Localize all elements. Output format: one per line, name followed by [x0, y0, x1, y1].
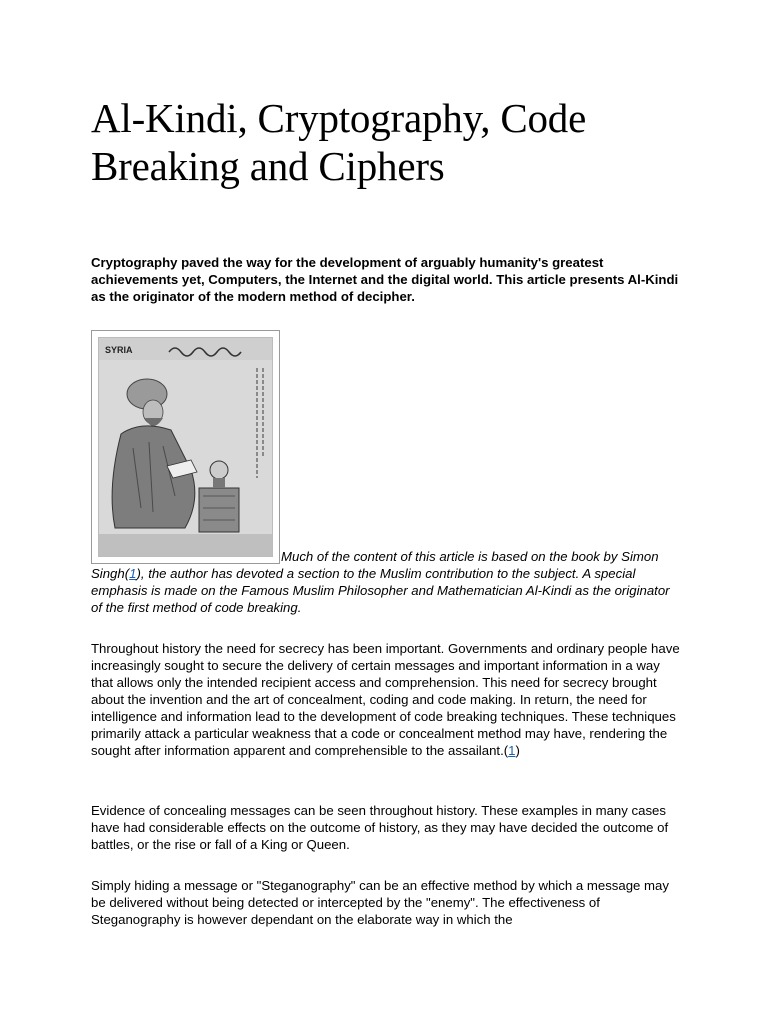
paragraph-secrecy-end: ): [515, 743, 520, 758]
caption-text-start: Much of the content of this article is based on the book by Simon Singh(: [91, 549, 659, 581]
stamp-caption: [91, 548, 681, 616]
paragraph-evidence: Evidence of concealing messages can be seen throughout history. These examples in many cases have had considerable effects on the outcome of history, as they may have decided the outcome of battles, or the rise or fall of a King or Queen.: [91, 803, 669, 852]
paragraph-secrecy-text: Throughout history the need for secrecy has been important. Governments and ordinary people have increasingly sought to secure the delivery of certain messages and important information in a way that allows only the intended recipient access and comprehension. This need for secrecy brought about the invention and the art of concealment, coding and code making. In return, the need for intelligence and information lead to the development of code breaking techniques. These techniques primarily attack a particular weakness that a code or concealment method may have, rendering the sought after information apparent and comprehensible to the assailant.(: [91, 641, 680, 758]
paragraph-secrecy: [91, 640, 681, 759]
article-lead: Cryptography paved the way for the development of arguably humanity's greatest achievements yet, Computers, the Internet and the digital world. This article presents Al-Kindi as the originator of the modern method of decipher.: [91, 255, 679, 304]
stamp-globe-stand: [213, 478, 225, 488]
stamp-image: [91, 330, 280, 564]
stamp-globe: [210, 461, 228, 479]
article-title: Al-Kindi, Cryptography, Code Breaking and Ciphers: [91, 95, 587, 189]
stamp-table: [199, 488, 239, 532]
caption-reference-link[interactable]: 1: [129, 566, 137, 581]
paragraph-steganography: Simply hiding a message or "Steganography" can be an effective method by which a message may be delivered without being detected or intercepted by the "enemy". The effectiveness of Steganography is however dependant on the elaborate way in which the: [91, 878, 669, 927]
paragraph-reference-link[interactable]: 1: [508, 743, 516, 758]
caption-text-end: ), the author has devoted a section to the Muslim contribution to the subject. A special emphasis is made on the Famous Muslim Philosopher and Mathematician Al-Kindi as the originator of the first method of code breaking.: [91, 566, 670, 615]
stamp-artwork: [98, 337, 273, 557]
stamp-illustration: [99, 338, 272, 556]
stamp-country-label: SYRIA: [105, 345, 133, 355]
